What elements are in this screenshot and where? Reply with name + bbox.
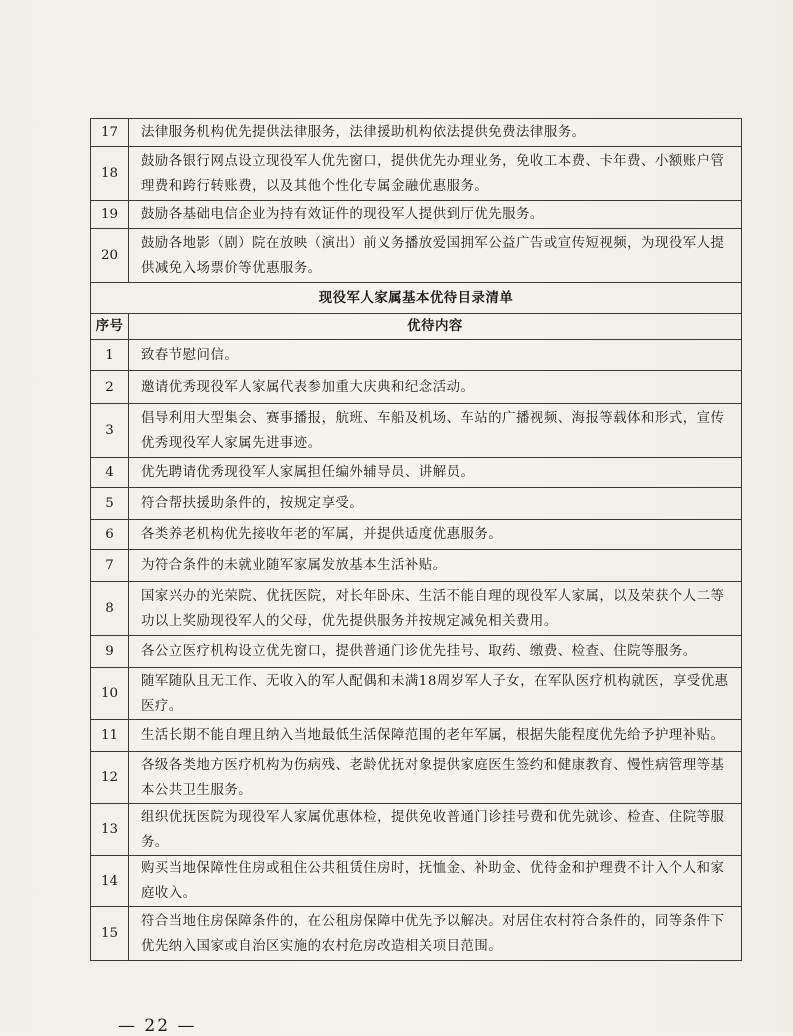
row-text: 各类养老机构优先接收年老的军属，并提供适度优惠服务。 bbox=[129, 520, 742, 550]
row-text: 为符合条件的未就业随军家属发放基本生活补贴。 bbox=[129, 550, 742, 582]
table-row bbox=[91, 668, 742, 720]
row-text: 优先聘请优秀现役军人家属担任编外辅导员、讲解员。 bbox=[129, 458, 742, 488]
row-text: 生活长期不能自理且纳入当地最低生活保障范围的老年军属，根据失能程度优先给予护理补贴。 bbox=[129, 720, 742, 752]
table-row bbox=[91, 201, 742, 229]
table-row bbox=[91, 636, 742, 668]
table-row bbox=[91, 119, 742, 147]
header-content: 优待内容 bbox=[129, 314, 742, 340]
row-number: 2 bbox=[91, 371, 129, 404]
row-text: 各级各类地方医疗机构为伤病残、老龄优抚对象提供家庭医生签约和健康教育、慢性病管理等基本公共卫生服务。 bbox=[129, 752, 742, 804]
table-row bbox=[91, 582, 742, 636]
row-text: 随军随队且无工作、无收入的军人配偶和未满18周岁军人子女，在军队医疗机构就医，享受优惠医疗。 bbox=[129, 668, 742, 720]
row-number: 15 bbox=[91, 907, 129, 961]
benefits-table bbox=[90, 118, 742, 961]
header-number: 序号 bbox=[91, 314, 129, 340]
row-text: 购买当地保障性住房或租住公共租赁住房时，抚恤金、补助金、优待金和护理费不计入个人和家庭收入。 bbox=[129, 856, 742, 907]
row-number: 7 bbox=[91, 550, 129, 582]
row-number: 17 bbox=[91, 119, 129, 147]
row-text: 鼓励各地影（剧）院在放映（演出）前义务播放爱国拥军公益广告或宣传短视频，为现役军人提供减免入场票价等优惠服务。 bbox=[129, 229, 742, 283]
row-number: 6 bbox=[91, 520, 129, 550]
table-row bbox=[91, 229, 742, 283]
row-number: 18 bbox=[91, 147, 129, 201]
table-row bbox=[91, 404, 742, 458]
row-text: 致春节慰问信。 bbox=[129, 340, 742, 371]
row-text: 组织优抚医院为现役军人家属优惠体检，提供免收普通门诊挂号费和优先就诊、检查、住院等服务。 bbox=[129, 804, 742, 856]
table-row bbox=[91, 550, 742, 582]
table-row bbox=[91, 907, 742, 961]
row-text: 各公立医疗机构设立优先窗口，提供普通门诊优先挂号、取药、缴费、检查、住院等服务。 bbox=[129, 636, 742, 668]
row-number: 11 bbox=[91, 720, 129, 752]
table-row bbox=[91, 488, 742, 520]
row-text: 国家兴办的光荣院、优抚医院，对长年卧床、生活不能自理的现役军人家属，以及荣获个人二等功以上奖励现役军人的父母，优先提供服务并按规定减免相关费用。 bbox=[129, 582, 742, 636]
row-number: 9 bbox=[91, 636, 129, 668]
row-text: 鼓励各银行网点设立现役军人优先窗口，提供优先办理业务，免收工本费、卡年费、小额账户管理费和跨行转账费，以及其他个性化专属金融优惠服务。 bbox=[129, 147, 742, 201]
table-row bbox=[91, 520, 742, 550]
page-number: — 22 — bbox=[118, 1016, 197, 1036]
row-text: 符合帮扶援助条件的，按规定享受。 bbox=[129, 488, 742, 520]
table-row bbox=[91, 720, 742, 752]
row-number: 12 bbox=[91, 752, 129, 804]
row-number: 4 bbox=[91, 458, 129, 488]
row-number: 20 bbox=[91, 229, 129, 283]
table-row bbox=[91, 147, 742, 201]
row-text: 法律服务机构优先提供法律服务，法律援助机构依法提供免费法律服务。 bbox=[129, 119, 742, 147]
table-row bbox=[91, 856, 742, 907]
row-number: 3 bbox=[91, 404, 129, 458]
row-number: 10 bbox=[91, 668, 129, 720]
section-title-row bbox=[91, 283, 742, 314]
row-text: 倡导利用大型集会、赛事播报，航班、车船及机场、车站的广播视频、海报等载体和形式，宣传优秀现役军人家属先进事迹。 bbox=[129, 404, 742, 458]
row-number: 8 bbox=[91, 582, 129, 636]
table-row bbox=[91, 458, 742, 488]
row-number: 13 bbox=[91, 804, 129, 856]
row-number: 14 bbox=[91, 856, 129, 907]
row-text: 鼓励各基础电信企业为持有效证件的现役军人提供到厅优先服务。 bbox=[129, 201, 742, 229]
table-row bbox=[91, 804, 742, 856]
table-row bbox=[91, 752, 742, 804]
table-row bbox=[91, 371, 742, 404]
row-text: 邀请优秀现役军人家属代表参加重大庆典和纪念活动。 bbox=[129, 371, 742, 404]
section-title: 现役军人家属基本优待目录清单 bbox=[91, 283, 742, 314]
row-text: 符合当地住房保障条件的，在公租房保障中优先予以解决。对居住农村符合条件的，同等条件下优先纳入国家或自治区实施的农村危房改造相关项目范围。 bbox=[129, 907, 742, 961]
row-number: 19 bbox=[91, 201, 129, 229]
table-row bbox=[91, 340, 742, 371]
table-header-row bbox=[91, 314, 742, 340]
row-number: 1 bbox=[91, 340, 129, 371]
row-number: 5 bbox=[91, 488, 129, 520]
